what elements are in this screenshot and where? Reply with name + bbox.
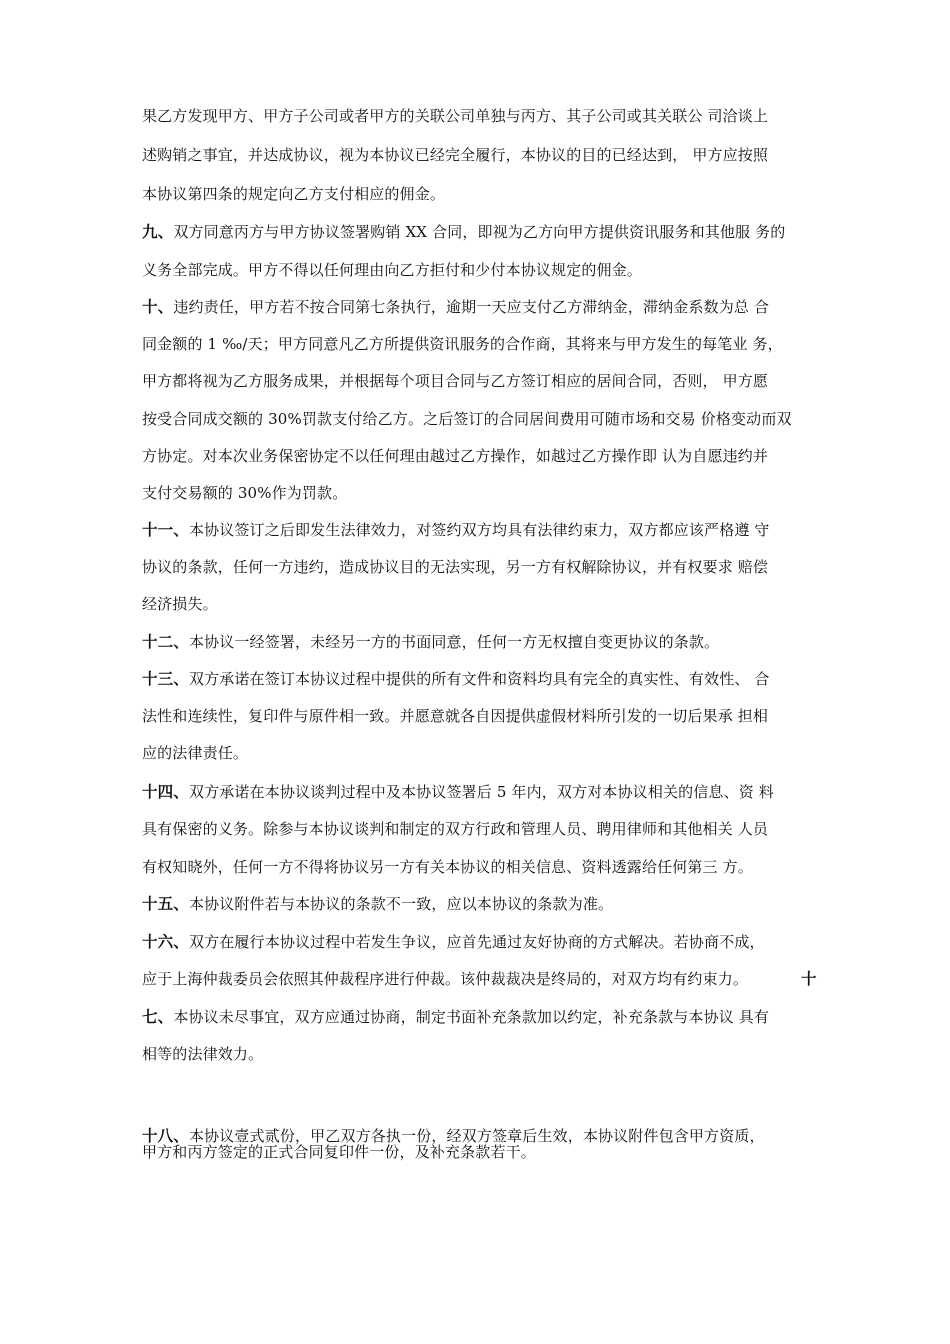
clause-number: 十五、 (142, 895, 189, 913)
clause-number: 七、 (142, 1008, 174, 1026)
clause-number: 九、 (142, 223, 174, 241)
text-line: 义务全部完成。甲方不得以任何理由向乙方拒付和少付本协议规定的佣金。 (142, 261, 642, 279)
clause-number: 十三、 (142, 670, 189, 688)
text-line: 经济损失。 (142, 595, 218, 613)
clause-12-line: 十二、本协议一经签署，未经另一方的书面同意，任何一方无权擅自变更协议的条款。 (142, 633, 720, 651)
text-line: 同金额的 1 ‰/天；甲方同意凡乙方所提供资讯服务的合作商，其将来与甲方发生的每笔业 务， (142, 335, 783, 353)
clause-13-line: 十三、双方承诺在签订本协议过程中提供的所有文件和资料均具有完全的真实性、有效性、 合 (142, 670, 770, 688)
clause-15-line: 十五、本协议附件若与本协议的条款不一致，应以本协议的条款为准。 (142, 895, 614, 913)
text-line: 述购销之事宜，并达成协议，视为本协议已经完全履行，本协议的目的已经达到， 甲方应按照 (142, 146, 769, 164)
clause-number: 十一、 (142, 521, 189, 539)
clause-11-line: 十一、本协议签订之后即发生法律效力，对签约双方均具有法律约束力，双方都应该严格遵 守 (142, 521, 770, 539)
clause-16-line: 十六、双方在履行本协议过程中若发生争议，应首先通过友好协商的方式解决。若协商不成， (142, 933, 765, 951)
clause-number: 十、 (142, 298, 174, 316)
clause-number: 十 (801, 970, 817, 988)
text-line: 甲方和丙方签定的正式合同复印件一份，及补充条款若干。 (142, 1143, 536, 1161)
text-line: 相等的法律效力。 (142, 1045, 264, 1063)
text-line: 有权知晓外，任何一方不得将协议另一方有关本协议的相关信息、资料透露给任何第三 方。 (142, 858, 753, 876)
clause-number: 十八、 (142, 1127, 189, 1145)
clause-number: 十二、 (142, 633, 189, 651)
text-line: 应的法律责任。 (142, 744, 249, 762)
text-line: 支付交易额的 30%作为罚款。 (142, 484, 348, 502)
text-line: 协议的条款，任何一方违约，造成协议目的无法实现，另一方有权解除协议，并有权要求 赔偿 (142, 558, 769, 576)
clause-14-line: 十四、双方承诺在本协议谈判过程中及本协议签署后 5 年内，双方对本协议相关的信息、资 料 (142, 783, 774, 801)
text-line: 果乙方发现甲方、甲方子公司或者甲方的关联公司单独与丙方、其子公司或其关联公 司洽谈上 (142, 107, 769, 125)
clause-18-line: 十八、本协议壹式贰份，甲乙双方各执一份，经双方签章后生效，本协议附件包含甲方资质， (142, 1127, 765, 1145)
text-line: 甲方都将视为乙方服务成果，并根据每个项目合同与乙方签订相应的居间合同，否则， 甲方愿 (142, 372, 769, 390)
clause-10-line: 十、违约责任，甲方若不按合同第七条执行，逾期一天应支付乙方滞纳金，滞纳金系数为总 合 (142, 298, 770, 316)
text-line: 方协定。对本次业务保密协定不以任何理由越过乙方操作，如越过乙方操作即 认为自愿违约并 (142, 447, 769, 465)
text-line: 按受合同成交额的 30%罚款支付给乙方。之后签订的合同居间费用可随市场和交易 价格变动而双 (142, 410, 792, 428)
clause-number: 十四、 (142, 783, 189, 801)
clause-17-line: 七、本协议未尽事宜，双方应通过协商，制定书面补充条款加以约定，补充条款与本协议 具有 (142, 1008, 770, 1026)
text-line: 应于上海仲裁委员会依照其仲裁程序进行仲裁。该仲裁裁决是终局的，对双方均有约束力。 (142, 970, 749, 988)
text-line: 法性和连续性，复印件与原件相一致。并愿意就各自因提供虚假材料所引发的一切后果承 担相 (142, 707, 769, 725)
text-line: 具有保密的义务。除参与本协议谈判和制定的双方行政和管理人员、聘用律师和其他相关 人员 (142, 820, 769, 838)
clause-9-line: 九、双方同意丙方与甲方协议签署购销 XX 合同，即视为乙方向甲方提供资讯服务和其他服 务的 (142, 223, 786, 241)
text-line: 本协议第四条的规定向乙方支付相应的佣金。 (142, 185, 446, 203)
clause-number: 十六、 (142, 933, 189, 951)
